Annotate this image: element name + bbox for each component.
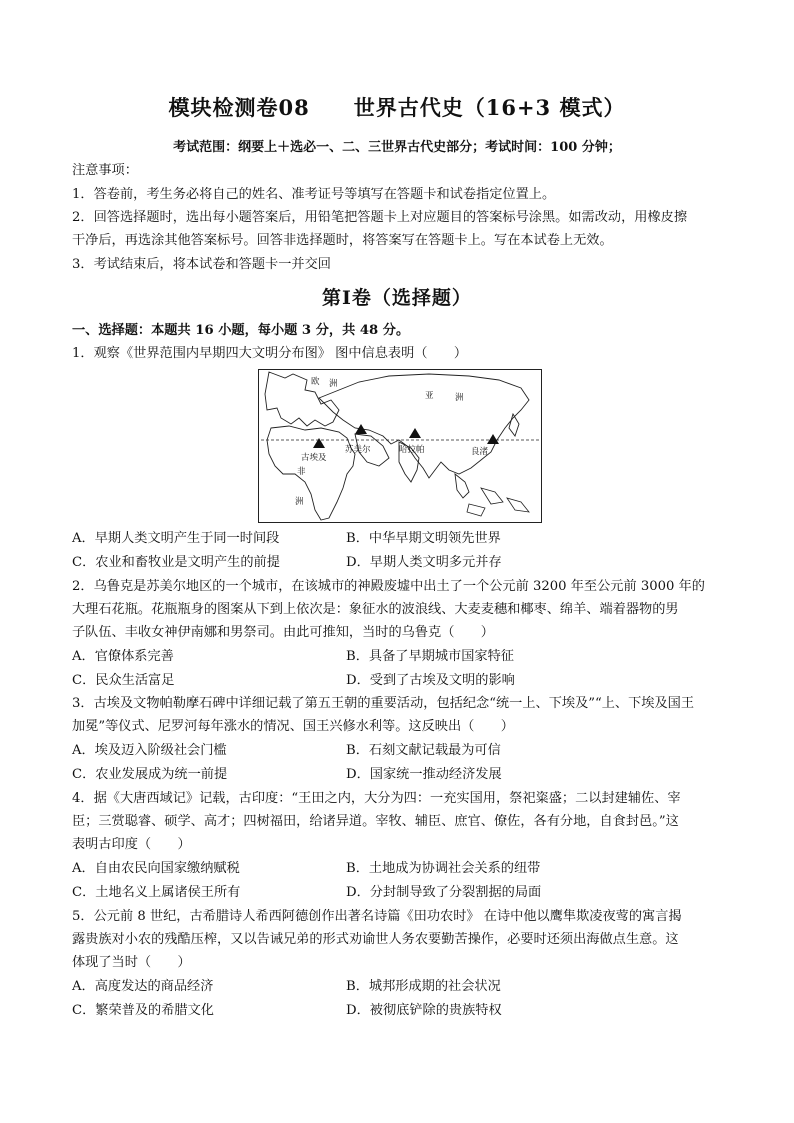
question-stem: 2．乌鲁克是苏美尔地区的一个城市，在该城市的神殿废墟中出土了一个公元前 3200 年至公元前 3000 年的 bbox=[72, 579, 705, 594]
sumer-marker-icon bbox=[355, 424, 367, 434]
harappa-label: 哈拉帕 bbox=[399, 445, 425, 455]
europe-label: 洲 bbox=[329, 379, 338, 389]
harappa-marker-icon bbox=[409, 428, 421, 438]
option-c: C．农业和畜牧业是文明产生的前提 bbox=[72, 555, 280, 570]
option-d: D．受到了古埃及文明的影响 bbox=[346, 673, 515, 688]
notice-item: 2．回答选择题时，选出每小题答案后，用铅笔把答题卡上对应题目的答案标号涂黑。如需改动，用橡皮擦 bbox=[72, 210, 688, 225]
option-a: A．高度发达的商品经济 bbox=[72, 979, 214, 994]
option-a: A．埃及迈入阶级社会门槛 bbox=[72, 743, 227, 758]
question-stem: 1．观察《世界范围内早期四大文明分布图》 图中信息表明（ ） bbox=[72, 346, 468, 361]
europe-label: 欧 bbox=[311, 377, 320, 387]
question-stem: 臣；三赏聪睿、硕学、高才；四树福田，给诸异道。宰牧、辅臣、庶官、僚佐，各有分地，自食封邑。”这 bbox=[72, 814, 679, 829]
option-c: C．农业发展成为统一前提 bbox=[72, 767, 228, 782]
island-outline bbox=[481, 488, 503, 504]
section-instruction: 一、选择题：本题共 16 小题，每小题 3 分，共 48 分。 bbox=[72, 323, 410, 338]
asia-label: 亚 bbox=[425, 391, 434, 401]
sumer-label: 苏美尔 bbox=[345, 445, 371, 455]
notice-item: 3．考试结束后，将本试卷和答题卡一并交回 bbox=[72, 257, 331, 272]
europe-outline bbox=[265, 372, 339, 426]
notice-heading: 注意事项： bbox=[72, 163, 138, 178]
exam-scope: 考试范围：纲要上＋选必一、二、三世界古代史部分；考试时间：100 分钟； bbox=[173, 140, 621, 155]
option-c: C．民众生活富足 bbox=[72, 673, 175, 688]
notice-item: 1．答卷前，考生务必将自己的姓名、准考证号等填写在答题卡和试卷指定位置上。 bbox=[72, 187, 556, 202]
option-c: C．土地名义上属诸侯王所有 bbox=[72, 885, 241, 900]
option-d: D．分封制导致了分裂割据的局面 bbox=[346, 885, 542, 900]
island-outline bbox=[467, 504, 485, 516]
option-d: D．被彻底铲除的贵族特权 bbox=[346, 1003, 502, 1018]
question-stem: 4．据《大唐西域记》记载，古印度：“王田之内，大分为四：一充实国用，祭祀粢盛；二以封建辅佐、宰 bbox=[72, 791, 681, 806]
section-title: 第Ⅰ卷（选择题） bbox=[322, 287, 472, 309]
africa-label: 洲 bbox=[295, 497, 304, 507]
option-a: A．自由农民向国家缴纳赋税 bbox=[72, 861, 240, 876]
civilization-map bbox=[258, 369, 542, 523]
question-stem: 体现了当时（ ） bbox=[72, 955, 191, 970]
option-d: D．早期人类文明多元并存 bbox=[346, 555, 502, 570]
indochina-outline bbox=[455, 474, 469, 498]
notice-item: 干净后，再选涂其他答案标号。回答非选择题时，将答案写在答题卡上。写在本试卷上无效。 bbox=[72, 233, 613, 248]
world-map-figure bbox=[259, 370, 541, 522]
egypt-label: 古埃及 bbox=[301, 453, 327, 463]
liangzhu-label: 良渚 bbox=[471, 447, 489, 457]
option-b: B．石刻文献记载最为可信 bbox=[346, 743, 501, 758]
question-stem: 露贵族对小农的残酷压榨，又以告诫兄弟的形式劝谕世人务农要勤苦操作，必要时还须出海做点生意。这 bbox=[72, 932, 679, 947]
option-b: B．具备了早期城市国家特征 bbox=[346, 649, 514, 664]
africa-label: 非 bbox=[297, 467, 306, 477]
egypt-marker-icon bbox=[313, 438, 325, 448]
question-stem: 表明古印度（ ） bbox=[72, 837, 191, 852]
question-stem: 子队伍、丰收女神伊南娜和男祭司。由此可推知，当时的乌鲁克（ ） bbox=[72, 625, 494, 640]
question-stem: 加冕”等仪式、尼罗河每年涨水的情况、国王兴修水利等。这反映出（ ） bbox=[72, 719, 514, 734]
question-stem: 5．公元前 8 世纪，古希腊诗人希西阿德创作出著名诗篇《田功农时》 在诗中他以鹰隼欺凌夜莺的寓言揭 bbox=[72, 909, 682, 924]
option-a: A．早期人类文明产生于同一时间段 bbox=[72, 531, 280, 546]
option-b: B．城邦形成期的社会状况 bbox=[346, 979, 501, 994]
asia-label: 洲 bbox=[455, 393, 464, 403]
option-c: C．繁荣普及的希腊文化 bbox=[72, 1003, 214, 1018]
option-b: B．中华早期文明领先世界 bbox=[346, 531, 501, 546]
option-b: B．土地成为协调社会关系的纽带 bbox=[346, 861, 541, 876]
option-a: A．官僚体系完善 bbox=[72, 649, 174, 664]
asia-outline bbox=[319, 374, 529, 478]
island-outline bbox=[507, 498, 529, 512]
question-stem: 大理石花瓶。花瓶瓶身的图案从下到上依次是：象征水的波浪线、大麦麦穗和椰枣、绵羊、端着器物的男 bbox=[72, 602, 679, 617]
page-title: 模块检测卷08 世界古代史（16+3 模式） bbox=[168, 95, 626, 120]
question-stem: 3．古埃及文物帕勒摩石碑中详细记载了第五王朝的重要活动，包括纪念“统一上、下埃及”“上、下埃及国王 bbox=[72, 696, 695, 711]
option-d: D．国家统一推动经济发展 bbox=[346, 767, 502, 782]
